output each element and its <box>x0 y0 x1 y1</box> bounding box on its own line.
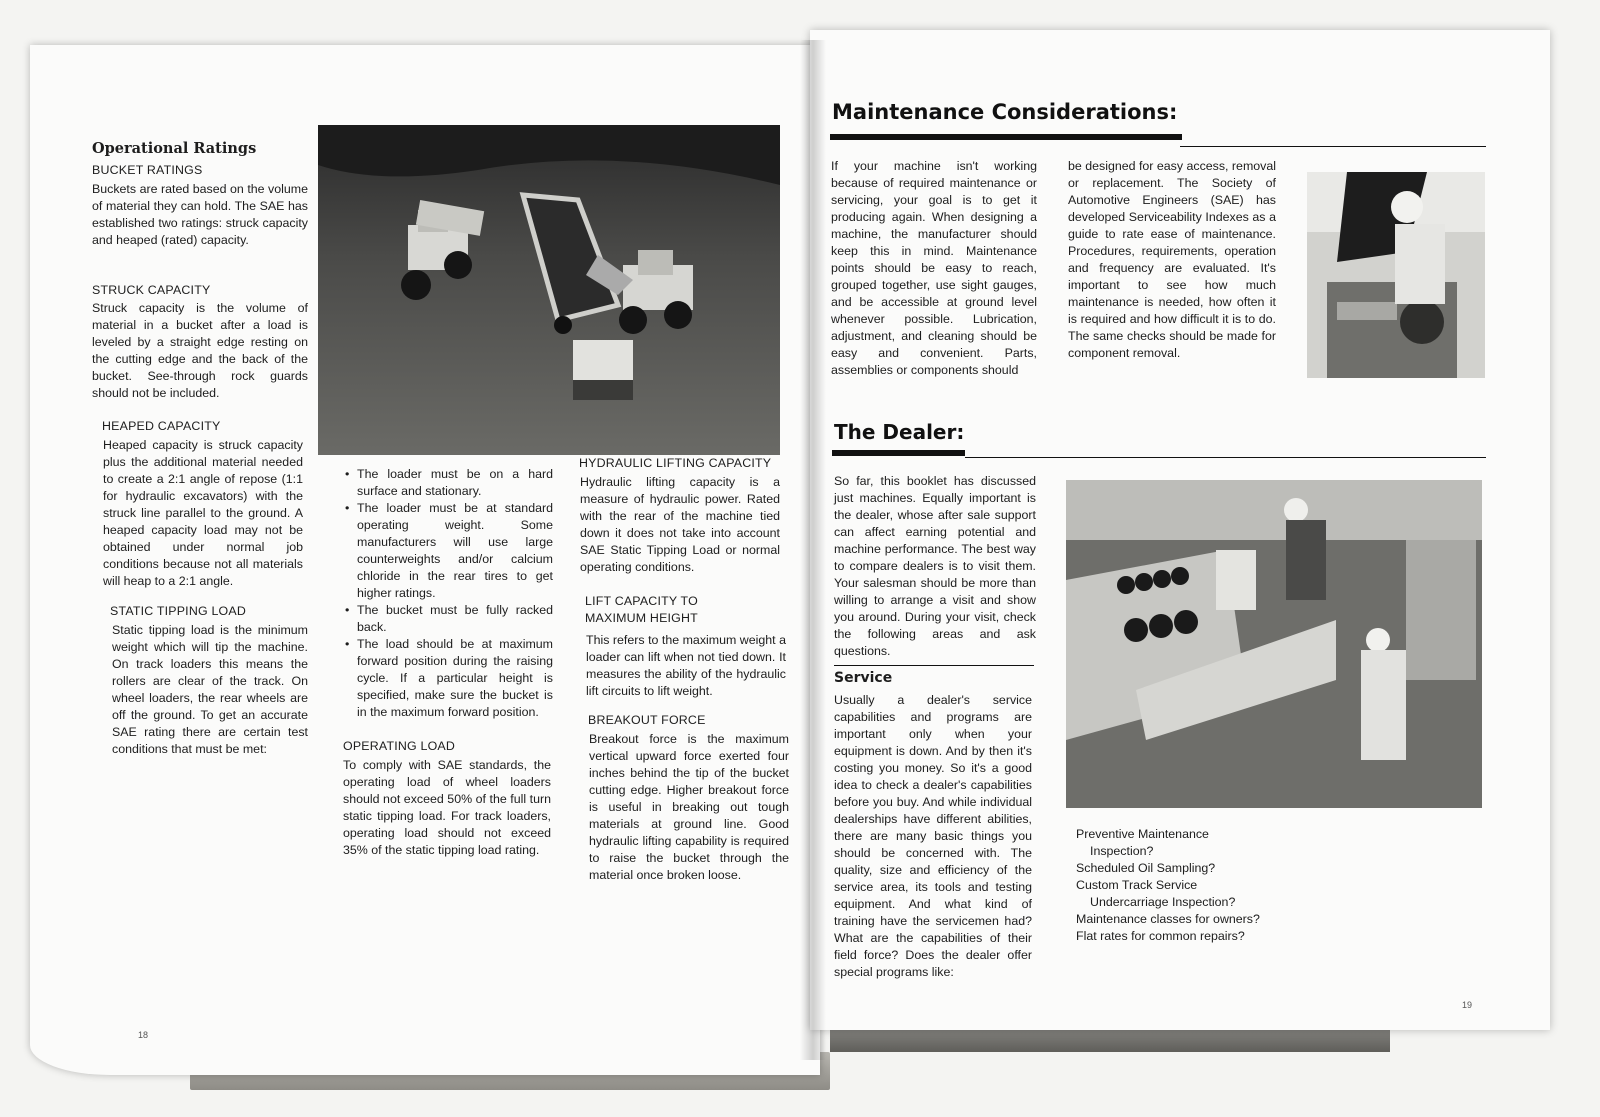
text-hydraulic-lifting-capacity: Hydraulic lifting capacity is a measure of hydraulic power. Rated with the rear of the machine tied down it does not take into account SAE Static Tipping Load or normal operating conditions. <box>580 475 780 574</box>
title-hairline-dealer <box>965 457 1486 458</box>
title-the-dealer: The Dealer: <box>834 420 965 444</box>
program-item: Preventive Maintenance Inspection? <box>1076 827 1209 858</box>
special-programs-list <box>1076 826 1316 945</box>
photo-service-shop-test-console <box>1066 480 1482 808</box>
photo-mechanic-engine <box>1307 172 1485 378</box>
condition-item: • The loader must be at standard operating weight. Some manufacturers will use large counterweights and/or calcium chloride in the rear tires to get higher ratings. <box>345 500 553 602</box>
program-item: Maintenance classes for owners? <box>1076 912 1260 926</box>
program-item: Scheduled Oil Sampling? <box>1076 861 1216 875</box>
heading-hydraulic-lifting-capacity: HYDRAULIC LIFTING CAPACITY <box>579 456 772 470</box>
text-operating-load: To comply with SAE standards, the operating load of wheel loaders should not exceed 50% of the full turn static tipping load. For track loaders, operating load should not exceed 35% of the static tipping load rating. <box>343 758 551 857</box>
heading-lift-capacity-line2: MAXIMUM HEIGHT <box>585 611 698 625</box>
text-lift-capacity: This refers to the maximum weight a loader can lift when not tied down. It measures the ability of the hydraulic lift circuits to lift weight. <box>586 633 786 698</box>
page-number-left: 18 <box>138 1030 149 1040</box>
program-item: Flat rates for common repairs? <box>1076 929 1245 943</box>
heading-heaped-capacity: HEAPED CAPACITY <box>102 419 221 433</box>
book-gutter <box>800 40 826 1060</box>
text-heaped-capacity: Heaped capacity is struck capacity plus the additional material needed to create a 2:1 angle of repose (1:1 for hydraulic excavators) with the struck line parallel to the ground. A heaped capacity load may not be obtained under normal job conditions because not all materials will heap to a 2:1 angle. <box>103 438 303 588</box>
heading-lift-capacity-line1: LIFT CAPACITY TO <box>585 594 698 608</box>
text-breakout-force: Breakout force is the maximum vertical upward force exerted four inches behind the tip of the bucket cutting edge. Higher breakout force is useful in breaking out tough materials at ground line. Good hydraulic lifting capability is required to raise the bucket through the material once broken loose. <box>589 732 789 882</box>
service-shop-illustration <box>1066 480 1482 808</box>
photo-loaders-and-truck <box>318 125 780 455</box>
heading-service: Service <box>834 670 893 686</box>
condition-item: • The bucket must be fully racked back. <box>345 602 553 636</box>
title-underline-maintenance <box>830 134 1182 140</box>
heading-bucket-ratings: BUCKET RATINGS <box>92 163 203 177</box>
section-title-operational-ratings: Operational Ratings <box>92 140 257 157</box>
heading-operating-load: OPERATING LOAD <box>343 739 456 753</box>
text-maintenance-col2: be designed for easy access, removal or replacement. The Society of Automotive Engineers (SAE) has developed Serviceability Indexes as a guide to rate ease of maintenance. Procedures, requirements, operation and frequency are evaluated. It's important to see how much maintenance is needed, how often it is required and how difficult it is to do. The same checks should be made for component removal. <box>1068 159 1276 360</box>
heading-breakout-force: BREAKOUT FORCE <box>588 713 706 727</box>
condition-item: • The load should be at maximum forward position during the raising cycle. If a particular height is specified, make sure the bucket is in the maximum forward position. <box>345 636 553 721</box>
program-item: Custom Track Service Undercarriage Inspection? <box>1076 878 1236 909</box>
text-dealer: So far, this booklet has discussed just machines. Equally important is the dealer, whose after sale support can affect earning potential and machine performance. The best way to compare dealers is to visit them. Your salesman should be more than willing to arrange a visit and show you around. During your visit, check the following areas and ask questions. <box>834 474 1036 658</box>
heading-struck-capacity: STRUCK CAPACITY <box>92 283 211 297</box>
title-hairline-maintenance <box>1180 146 1486 147</box>
text-bucket-ratings: Buckets are rated based on the volume of material they can hold. The SAE has established two ratings: struck capacity and heaped (rated) capacity. <box>92 182 308 247</box>
text-static-tipping-load: Static tipping load is the minimum weight which will tip the machine. On track loaders this means the rollers are clear of the track. On wheel loaders, the rear wheels are off the ground. To get an accurate SAE rating there are certain test conditions that must be met: <box>112 623 308 756</box>
condition-item: • The loader must be on a hard surface and stationary. <box>345 466 553 500</box>
text-struck-capacity: Struck capacity is the volume of material in a bucket after a load is leveled by a straight edge resting on the cutting edge and the back of the bucket. See-through rock guards should not be included. <box>92 301 308 400</box>
text-maintenance-col1: If your machine isn't working because of required maintenance or servicing, your goal is to get it producing again. When designing a machine, the manufacturer should keep this in mind. Maintenance points should be easy to reach, grouped together, use sight gauges, and be accessible at ground level whenever possible. Lubrication, adjustment, and cleaning should be easy and convenient. Parts, assemblies or components should <box>831 159 1037 377</box>
page-number-right: 19 <box>1462 1000 1473 1010</box>
title-maintenance-considerations: Maintenance Considerations: <box>832 100 1178 124</box>
loaders-illustration <box>318 125 780 455</box>
divider-service <box>834 665 1034 666</box>
title-underline-dealer <box>832 450 965 456</box>
test-conditions-list <box>345 466 553 721</box>
mechanic-illustration <box>1307 172 1485 378</box>
text-service: Usually a dealer's service capabilities and programs are important only when your equipment is down. And by then it's costing you money. So it's a good idea to check a dealer's capabilities before you buy. And while individual dealerships have different abilities, there are many basic things you should be concerned with. The quality, size and efficiency of the service area, its tools and testing equipment. And what kind of training have the servicemen had? What are the capabilities of their field force? Does the dealer offer special programs like: <box>834 693 1032 979</box>
heading-static-tipping-load: STATIC TIPPING LOAD <box>110 604 246 618</box>
